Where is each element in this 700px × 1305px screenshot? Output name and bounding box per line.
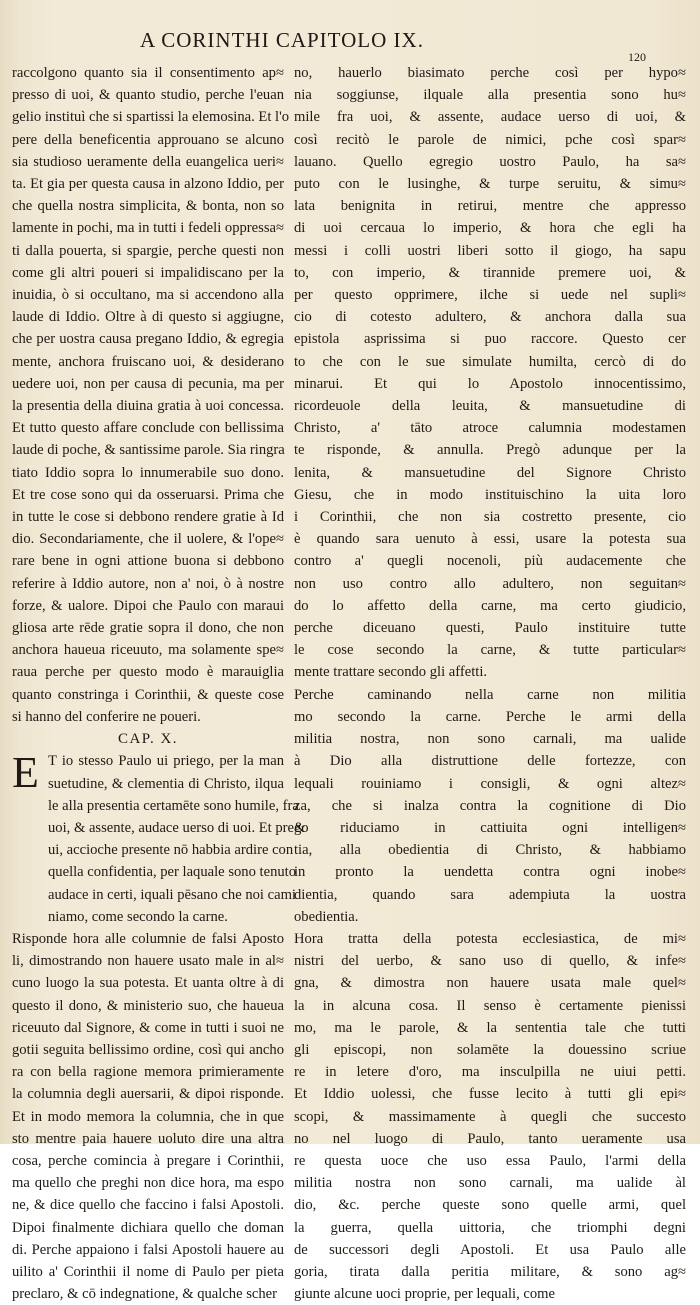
text-line: puto con le lusinghe, & turpe seruitu, & simu≈	[294, 176, 686, 193]
text-line: obedientia.	[294, 908, 359, 925]
text-line: forze, & ualore. Dipoi che Paulo con maraui	[12, 597, 284, 614]
left-paragraph-2	[12, 750, 309, 928]
text-line: ui, accioche presente nō habbia ardire con	[48, 842, 294, 859]
text-line: suetudine, & clementia di Christo, ilqua	[48, 775, 284, 792]
text-line: niamo, come secondo la carne.	[48, 908, 228, 925]
text-line: così recitò le parole de nimici, pche così spar≈	[294, 131, 686, 148]
text-line: li, dimostrando non hauere usato male in al≈	[12, 953, 284, 970]
text-line: Hora tratta della potesta ecclesiastica, de mi≈	[294, 930, 686, 947]
text-line: militia nostra, non sono carnali, ma ualide	[294, 731, 686, 748]
text-line: inuidia, ò si occultano, ma si accendono alla	[12, 287, 284, 304]
text-line: ra con bella ragione memora primieramente	[12, 1064, 284, 1081]
text-line: dientia, quando sara adempiuta la uostra	[294, 886, 686, 903]
text-line: audace in certi, iquali pēsano che noi cami	[48, 886, 296, 903]
text-line: sto mentre paia hauere uoluto dire una altra	[12, 1130, 284, 1147]
text-line: Giesu, che in modo instituischino la uita loro	[294, 486, 686, 503]
text-line: ti dalla pouerta, si spargie, perche questi non	[12, 242, 284, 259]
text-line: le alla presentia certamēte sono humile, fra	[48, 797, 299, 814]
text-line: messi i colli uostri liberi sotto il giogo, ha sapu	[294, 242, 686, 259]
text-line: cio di cotesto adultero, & anchora dalla sua	[294, 309, 686, 326]
text-line: nia soggiunse, ilquale alla presentia sono hu≈	[294, 87, 686, 104]
text-line: quella confidentia, per laquale sono tenuto	[48, 864, 297, 881]
text-line: gliosa arte rēde gratie sopra il dono, che non	[12, 620, 284, 637]
text-line: de successori degli Apostoli. Et usa Paulo alle	[294, 1241, 686, 1258]
text-line: come gli altri poueri si impalidiscano per la	[12, 264, 284, 281]
text-line: perche diceuano questi, Paulo instituire tutte	[294, 620, 686, 637]
right-paragraph-1	[294, 62, 686, 684]
chapter-opening	[12, 748, 309, 928]
text-line: quanto constringa i Corinthii, & queste cose	[12, 686, 284, 703]
text-line: riceuuto dal Signore, & come in tutti i suoi ne	[12, 1019, 284, 1036]
text-line: Et Iddio uolessi, che fusse lecito à tutti gli epi≈	[294, 1086, 686, 1103]
text-line: no, hauerlo biasimato perche così per hypo≈	[294, 65, 686, 81]
text-line: anchora haueua riceuuto, ma solamente spe≈	[12, 642, 284, 659]
text-line: no nel luogo di Paulo, tanto ueramente usa	[294, 1130, 686, 1147]
text-line: per questo opprimere, ilche si uede nel supli≈	[294, 287, 686, 304]
text-line: uedere uoi, non per causa di pecunia, ma per	[12, 375, 284, 392]
text-line: tia, alla obedientia di Christo, & habbiamo	[294, 842, 686, 859]
text-line: la guerra, quella uittoria, che triomphi degni	[294, 1219, 686, 1236]
text-line: si hanno del conferire ne poueri.	[12, 708, 201, 725]
text-line: gelio instituì che si spartissi la elemosina. Et l'o	[12, 109, 290, 126]
text-line: la presentia della diuina gratia à uoi concessa.	[12, 398, 284, 415]
text-line: uilito a' Corinthii il nome di Paulo per pieta	[12, 1263, 284, 1280]
text-line: giunte alcune uoci proprie, per lequali, come	[294, 1286, 555, 1303]
text-line: mo secondo la carne. Perche le armi della	[294, 708, 686, 725]
right-column	[294, 62, 686, 1305]
text-line: gotii seguita bellissimo ordine, così qui ancho	[12, 1041, 284, 1058]
text-line: mente trattare secondo gli affetti.	[294, 664, 488, 681]
left-column	[12, 62, 309, 1305]
text-line: dio. Secondariamente, che il uolere, & l'ope≈	[12, 531, 284, 548]
text-line: Dipoi finalmente dichiara quello che doman	[12, 1219, 284, 1236]
text-line: T io stesso Paulo ui priego, per la man	[48, 753, 284, 770]
text-line: lenita, & mansuetudine del Signore Christo	[294, 464, 686, 481]
text-line: Christo, a' tāto atroce calumnia modestamen	[294, 420, 686, 437]
text-line: Et tutto questo affare conclude con bellissima	[12, 420, 284, 437]
text-line: ta. Et gia per questa causa in alzono Iddio, per	[12, 176, 284, 193]
text-line: lamente in pochi, ma in tutti i fedeli oppressa≈	[12, 220, 284, 237]
text-line: raccolgono quanto sia il consentimento ap≈	[12, 65, 284, 81]
text-line: lata benignita in retirui, mentre che appresso	[294, 198, 686, 215]
text-line: contro a' quegli nocenoli, più audacemente che	[294, 553, 686, 570]
text-line: referire à Iddio autore, non a' noi, ò à nostre	[12, 575, 284, 592]
text-line: gli episcopi, non solamēte la douessino scriue	[294, 1041, 686, 1058]
text-line: re in letere d'oro, ma insculpilla ne uiui petti.	[294, 1064, 686, 1081]
text-line: in pronto la uendetta contra ogni inobe≈	[294, 864, 686, 881]
text-line: laude di Iddio. Oltre à di questo si aggiugne,	[12, 309, 284, 326]
text-line: non uso contro allo adultero, non seguitan≈	[294, 575, 686, 592]
page-number: 120	[628, 50, 646, 64]
text-line: in tutte le cose si debbono rendere gratie à Id	[12, 509, 284, 526]
text-line: preclaro, & cō indegnatione, & qualche scher	[12, 1286, 278, 1303]
left-paragraph-1	[12, 62, 290, 728]
text-line: sia studioso ueramente della euangelica ueri≈	[12, 153, 284, 170]
text-line: epistola asprissima si puo raccore. Questo cer	[294, 331, 686, 348]
chapter-heading: CAP. X.	[117, 731, 179, 748]
text-line: Risponde hora alle columnie de falsi Aposto	[12, 930, 284, 947]
text-line: Et in modo memora la columnia, che in que	[12, 1108, 284, 1125]
text-line: dio, &c. perche queste sono quelle armi, quel	[294, 1197, 686, 1214]
text-line: te risponde, & annulla. Pregò adunque per la	[294, 442, 686, 459]
text-line: ne, & dice quello che faccino i falsi Apostoli.	[12, 1197, 284, 1214]
text-line: minarui. Et qui lo Apostolo innocentissimo,	[294, 375, 686, 392]
text-line: à Dio alla distruttione delle fortezze, con	[294, 753, 686, 770]
text-line: lequali rouiniamo i consigli, & ogni altez≈	[294, 775, 686, 792]
text-line: nistri del uerbo, & sano uso di quello, & infe≈	[294, 953, 686, 970]
text-line: gna, & dimostra non hauere usata male quel≈	[294, 975, 686, 992]
text-line: to che con le sue simulate humilta, cercò di do	[294, 353, 686, 370]
text-line: ma quello che preghi non dice hora, ma espo	[12, 1175, 284, 1192]
text-line: che per uostra causa pregano Iddio, & egregia	[12, 331, 284, 348]
left-paragraph-3	[12, 928, 284, 1305]
text-line: che quella nostra simplicita, & bonta, non so	[12, 198, 284, 215]
text-line: di. Perche appaiono i falsi Apostoli hauere au	[12, 1241, 284, 1258]
text-line: tiato Iddio sopra lo innumerabile suo dono.	[12, 464, 284, 481]
text-line: rare bene in ogni attione buona si debbono	[12, 553, 284, 570]
text-line: la in alcuna cosa. Il senso è certamente pienissi	[294, 997, 686, 1014]
text-line: re questa uoce che uso essa Paulo, l'armi della	[294, 1152, 686, 1169]
text-line: Perche caminando nella carne non militia	[294, 686, 686, 703]
text-line: di uoi cercaua lo imperio, & hora che egli ha	[294, 220, 686, 237]
text-line: le cose secondo la carne, & tutte particular≈	[294, 642, 686, 659]
text-line: uoi, & assente, audace uerso di uoi. Et prego	[48, 819, 309, 836]
text-line: i Corinthii, che non sia costretto presente, cio	[294, 509, 686, 526]
text-line: la columnia degli auersarii, & dipoi risponde.	[12, 1086, 284, 1103]
text-line: ricordeuole della leuita, & mansuetudine di	[294, 398, 686, 415]
text-line: militia nostra non sono carnali, ma ualide àl	[294, 1175, 686, 1192]
text-line: mo, ma le parole, & la sententia tale che tutti	[294, 1019, 686, 1036]
running-title: A CORINTHI CAPITOLO IX.	[140, 28, 424, 52]
text-line: pere della beneficentia approuano se alcuno	[12, 131, 284, 148]
text-line: scopi, & massimamente à quegli che succesto	[294, 1108, 686, 1125]
text-line: mile fra uoi, & assente, audace uerso di uoi, &	[294, 109, 686, 126]
text-line: to, con imperio, & tirannide premere uoi, &	[294, 264, 686, 281]
text-line: laude di poche, & santissime parole. Sia ringra	[12, 442, 285, 459]
text-line: raua perche per questo modo è marauiglia	[12, 664, 284, 681]
text-line: è quando sara uenuto à essi, usare la potesta sua	[294, 531, 686, 548]
text-line: lauano. Quello egregio uostro Paulo, ha sa≈	[294, 153, 686, 170]
text-line: mente, anchora fruiscano uoi, & desiderano	[12, 353, 284, 370]
text-line: presso di uoi, & quanto studio, perche l'euan	[12, 87, 284, 104]
text-line: za, che si inalza contra la cognitione di Dio	[294, 797, 686, 814]
text-line: Et tre cose sono qui da osseruarsi. Prima che	[12, 486, 284, 503]
drop-cap: E	[12, 748, 39, 798]
text-line: questo il dono, & ministerio suo, che haueua	[12, 997, 284, 1014]
text-line: & riduciamo in cattiuita ogni intelligen≈	[294, 819, 686, 836]
text-line: goria, tirata dalla peritia militare, & sono ag≈	[294, 1263, 686, 1280]
right-paragraph-3	[294, 928, 686, 1305]
right-paragraph-2	[294, 684, 686, 928]
text-line: cosa, perche comincia à pregare i Corinthii,	[12, 1152, 284, 1169]
text-line: cuno luogo la sua potesta. Et uanta oltre à di	[12, 975, 284, 992]
text-line: do lo affetto della carne, ma certo giudicio,	[294, 597, 686, 614]
